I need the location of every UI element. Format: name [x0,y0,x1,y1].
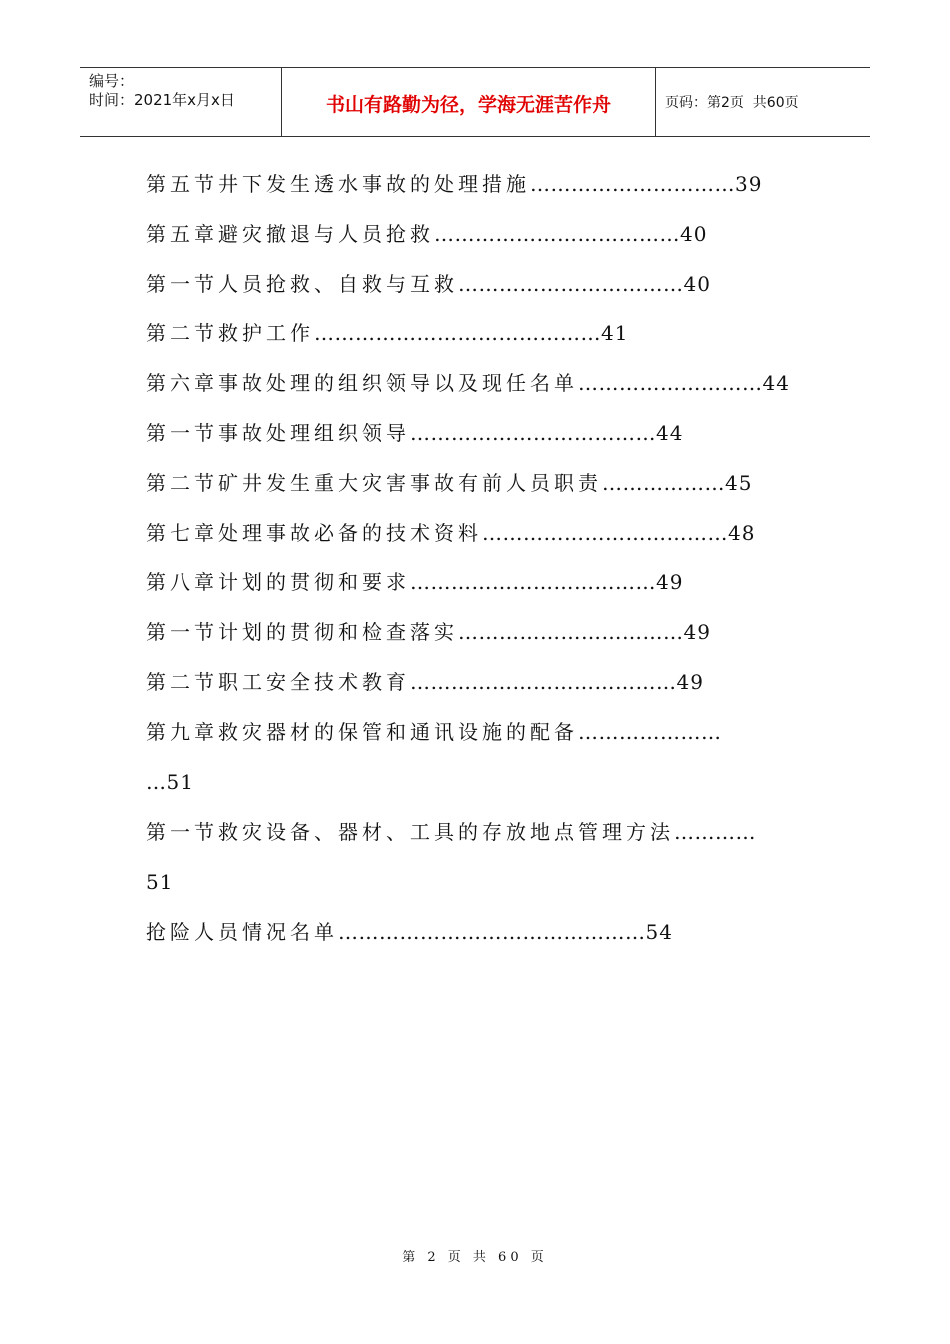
page-footer: 第 2 页 共 60 页 [402,1250,548,1265]
toc-leader: ………………………………… [410,669,677,694]
toc-page-number: 49 [656,570,684,595]
toc-title: 第六章事故处理的组织领导以及现任名单 [146,371,578,396]
toc-page-number: 49 [676,669,704,694]
toc-title: 第七章处理事故必备的技术资料 [146,520,482,545]
toc-leader: ………… [674,819,756,844]
toc-title: 第一节计划的贯彻和检查落实 [146,620,458,645]
toc-page-number: 41 [601,321,629,346]
toc-page-number: 44 [762,371,790,396]
header-page-info: 页码：第2页 共60页 [665,95,799,111]
header-time-label: 时间：2021年x月x日 [89,91,235,109]
table-of-contents [146,166,826,964]
document-header [80,67,870,137]
toc-entry [146,814,826,864]
toc-title: 第二节职工安全技术教育 [146,669,410,694]
toc-leader: ……………………………… [410,570,656,595]
toc-leader: ……………………………… [482,520,728,545]
toc-page-number: 45 [725,470,753,495]
toc-page-number: 40 [683,271,711,296]
toc-entry [146,216,826,266]
toc-leader: …………………………………… [314,321,601,346]
toc-entry [146,714,826,764]
toc-leader: ……………… [602,470,725,495]
toc-page-number: 49 [683,620,711,645]
toc-page-number: 48 [728,520,756,545]
toc-entry [146,664,826,714]
toc-title: 抢险人员情况名单 [146,919,338,944]
toc-leader: …………………………… [458,271,684,296]
header-meta-cell [80,68,282,136]
toc-page-number: 44 [656,420,684,445]
toc-page-number: 51 [146,869,174,894]
toc-title: 第一节人员抢救、自救与互救 [146,271,458,296]
toc-entry-continuation [146,764,826,814]
toc-title: 第五节井下发生透水事故的处理措施 [146,172,530,196]
toc-leader: ……………………… [578,371,763,396]
header-motto: 书山有路勤为径，学海无涯苦作舟 [282,68,656,136]
toc-page-number: 51 [166,769,194,794]
toc-entry [146,564,826,614]
toc-page-number: 54 [645,919,673,944]
toc-page-number: 39 [735,172,763,196]
toc-page-number: 40 [680,221,708,246]
toc-entry-continuation [146,864,826,914]
toc-leader: ……………………………… [434,221,680,246]
toc-title: 第八章计划的贯彻和要求 [146,570,410,595]
header-number-label: 编号： [89,72,135,90]
toc-title: 第九章救灾器材的保管和通讯设施的配备 [146,719,578,744]
toc-leader: ……………………………………… [338,919,646,944]
toc-entry [146,914,826,964]
toc-title: 第二节矿井发生重大灾害事故有前人员职责 [146,470,602,495]
toc-entry [146,465,826,515]
toc-title: 第一节事故处理组织领导 [146,420,410,445]
toc-entry [146,266,826,316]
toc-title: 第二节救护工作 [146,321,314,346]
toc-title: 第五章避灾撤退与人员抢救 [146,221,434,246]
toc-leader: ……………………………… [410,420,656,445]
toc-leader: ………………… [578,719,722,744]
toc-entry [146,415,826,465]
toc-entry [146,166,826,216]
toc-title: 第一节救灾设备、器材、工具的存放地点管理方法 [146,819,674,844]
toc-entry [146,515,826,565]
toc-entry [146,365,826,415]
toc-entry [146,614,826,664]
toc-entry [146,315,826,365]
toc-leader: …………………………… [458,620,684,645]
toc-leader: … [146,769,167,794]
toc-leader: ………………………… [530,172,735,196]
